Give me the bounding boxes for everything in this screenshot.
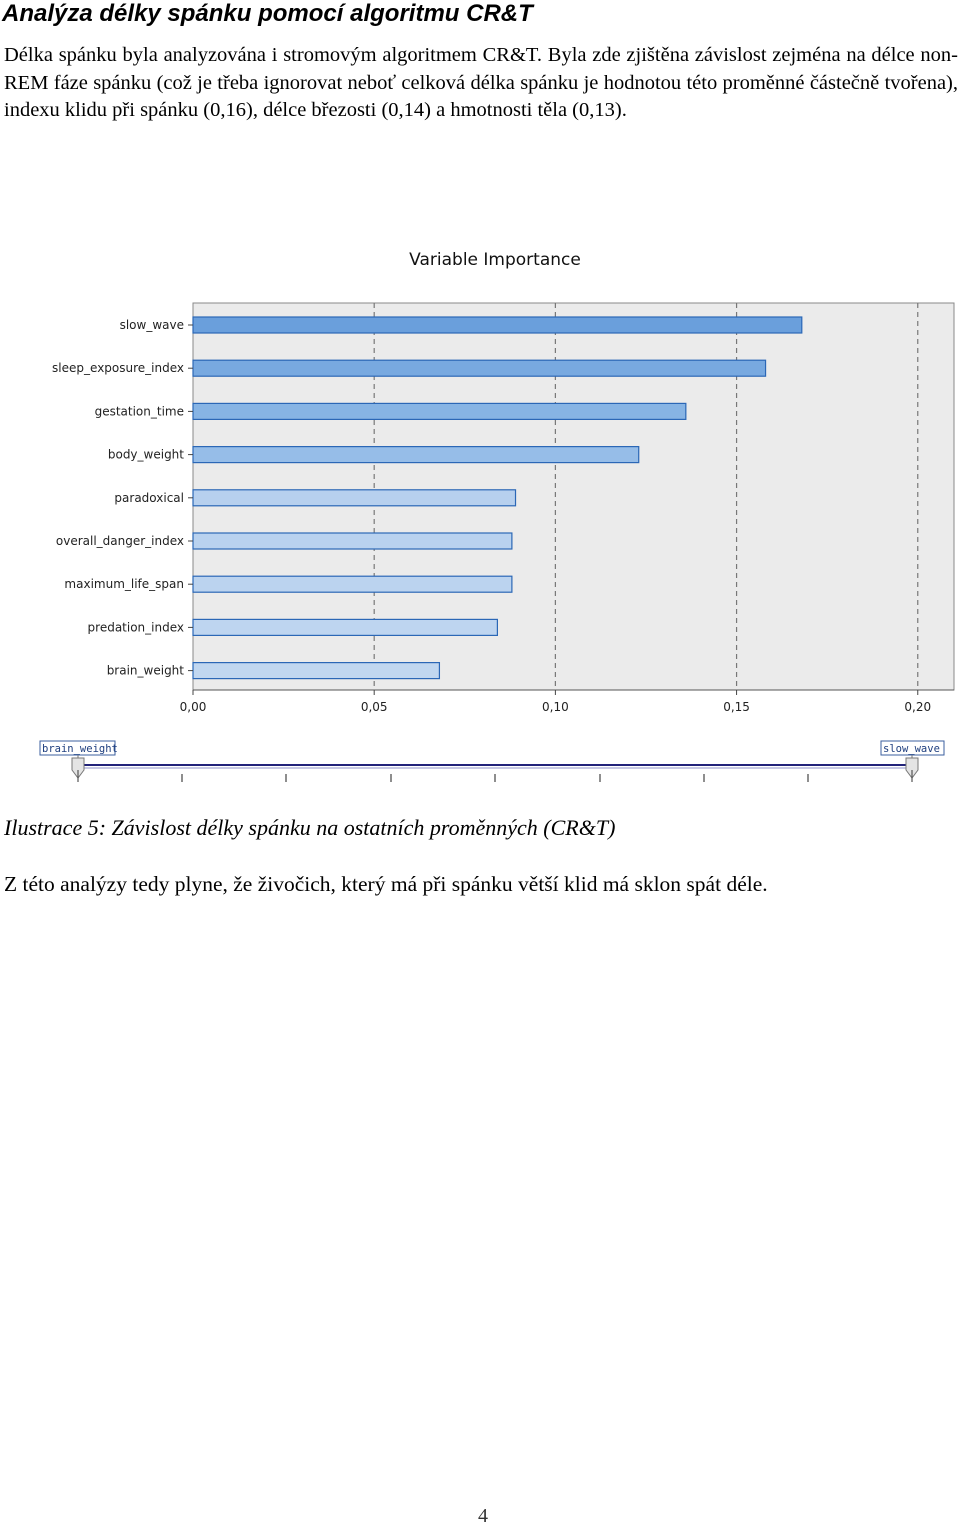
variable-importance-chart <box>0 230 960 800</box>
y-tick-label: paradoxical <box>114 490 184 505</box>
figure-caption: Ilustrace 5: Závislost délky spánku na ostatních proměnných (CR&T) <box>4 815 616 840</box>
body-paragraph: Délka spánku byla analyzována i stromovým algoritmem CR&T. Byla zde zjištěna závislost zejména na délce non-REM fáze spánku (což je třeba ignorovat neboť celková délka spánku je hodnotou této proměnné částečně tvořena), indexu klidu při spánku (0,16), délce březosti (0,14) a hmotnosti těla (0,13). <box>4 44 958 121</box>
y-tick-label: slow_wave <box>119 318 184 332</box>
range-slider <box>40 741 944 782</box>
bar-slow-wave <box>193 317 802 333</box>
bar-body-weight <box>193 447 639 463</box>
y-tick-label: maximum_life_span <box>64 577 184 592</box>
y-tick-label: gestation_time <box>94 404 184 419</box>
x-tick-label: 0,20 <box>904 700 932 714</box>
bar-predation-index <box>193 619 497 635</box>
x-tick-label: 0,05 <box>360 700 388 714</box>
y-tick-label: predation_index <box>87 620 184 635</box>
y-tick-label: sleep_exposure_index <box>52 361 184 376</box>
x-tick-label: 0,10 <box>542 700 569 714</box>
slider-max-label: slow_wave <box>883 743 940 755</box>
page-number: 4 <box>478 1505 488 1527</box>
y-axis-labels <box>52 318 193 678</box>
x-tick-label: 0,15 <box>723 700 750 714</box>
section-heading: Analýza délky spánku pomocí algoritmu CR&T <box>2 0 533 27</box>
y-tick-label: brain_weight <box>106 663 184 678</box>
bar-overall-danger-index <box>193 533 512 549</box>
x-axis <box>180 690 954 714</box>
y-tick-label: body_weight <box>107 447 184 462</box>
bar-brain-weight <box>193 663 439 679</box>
slider-min-label: brain_weight <box>42 743 118 755</box>
conclusion-paragraph: Z této analýzy tedy plyne, že živočich, který má při spánku větší klid má sklon spát déle. <box>4 872 768 896</box>
bar-gestation-time <box>193 403 686 419</box>
chart-title: Variable Importance <box>409 250 581 270</box>
x-tick-label: 0,00 <box>179 700 207 714</box>
bar-paradoxical <box>193 490 516 506</box>
bar-sleep-exposure-index <box>193 360 766 376</box>
y-tick-label: overall_danger_index <box>55 534 184 548</box>
bar-maximum-life-span <box>193 576 512 592</box>
